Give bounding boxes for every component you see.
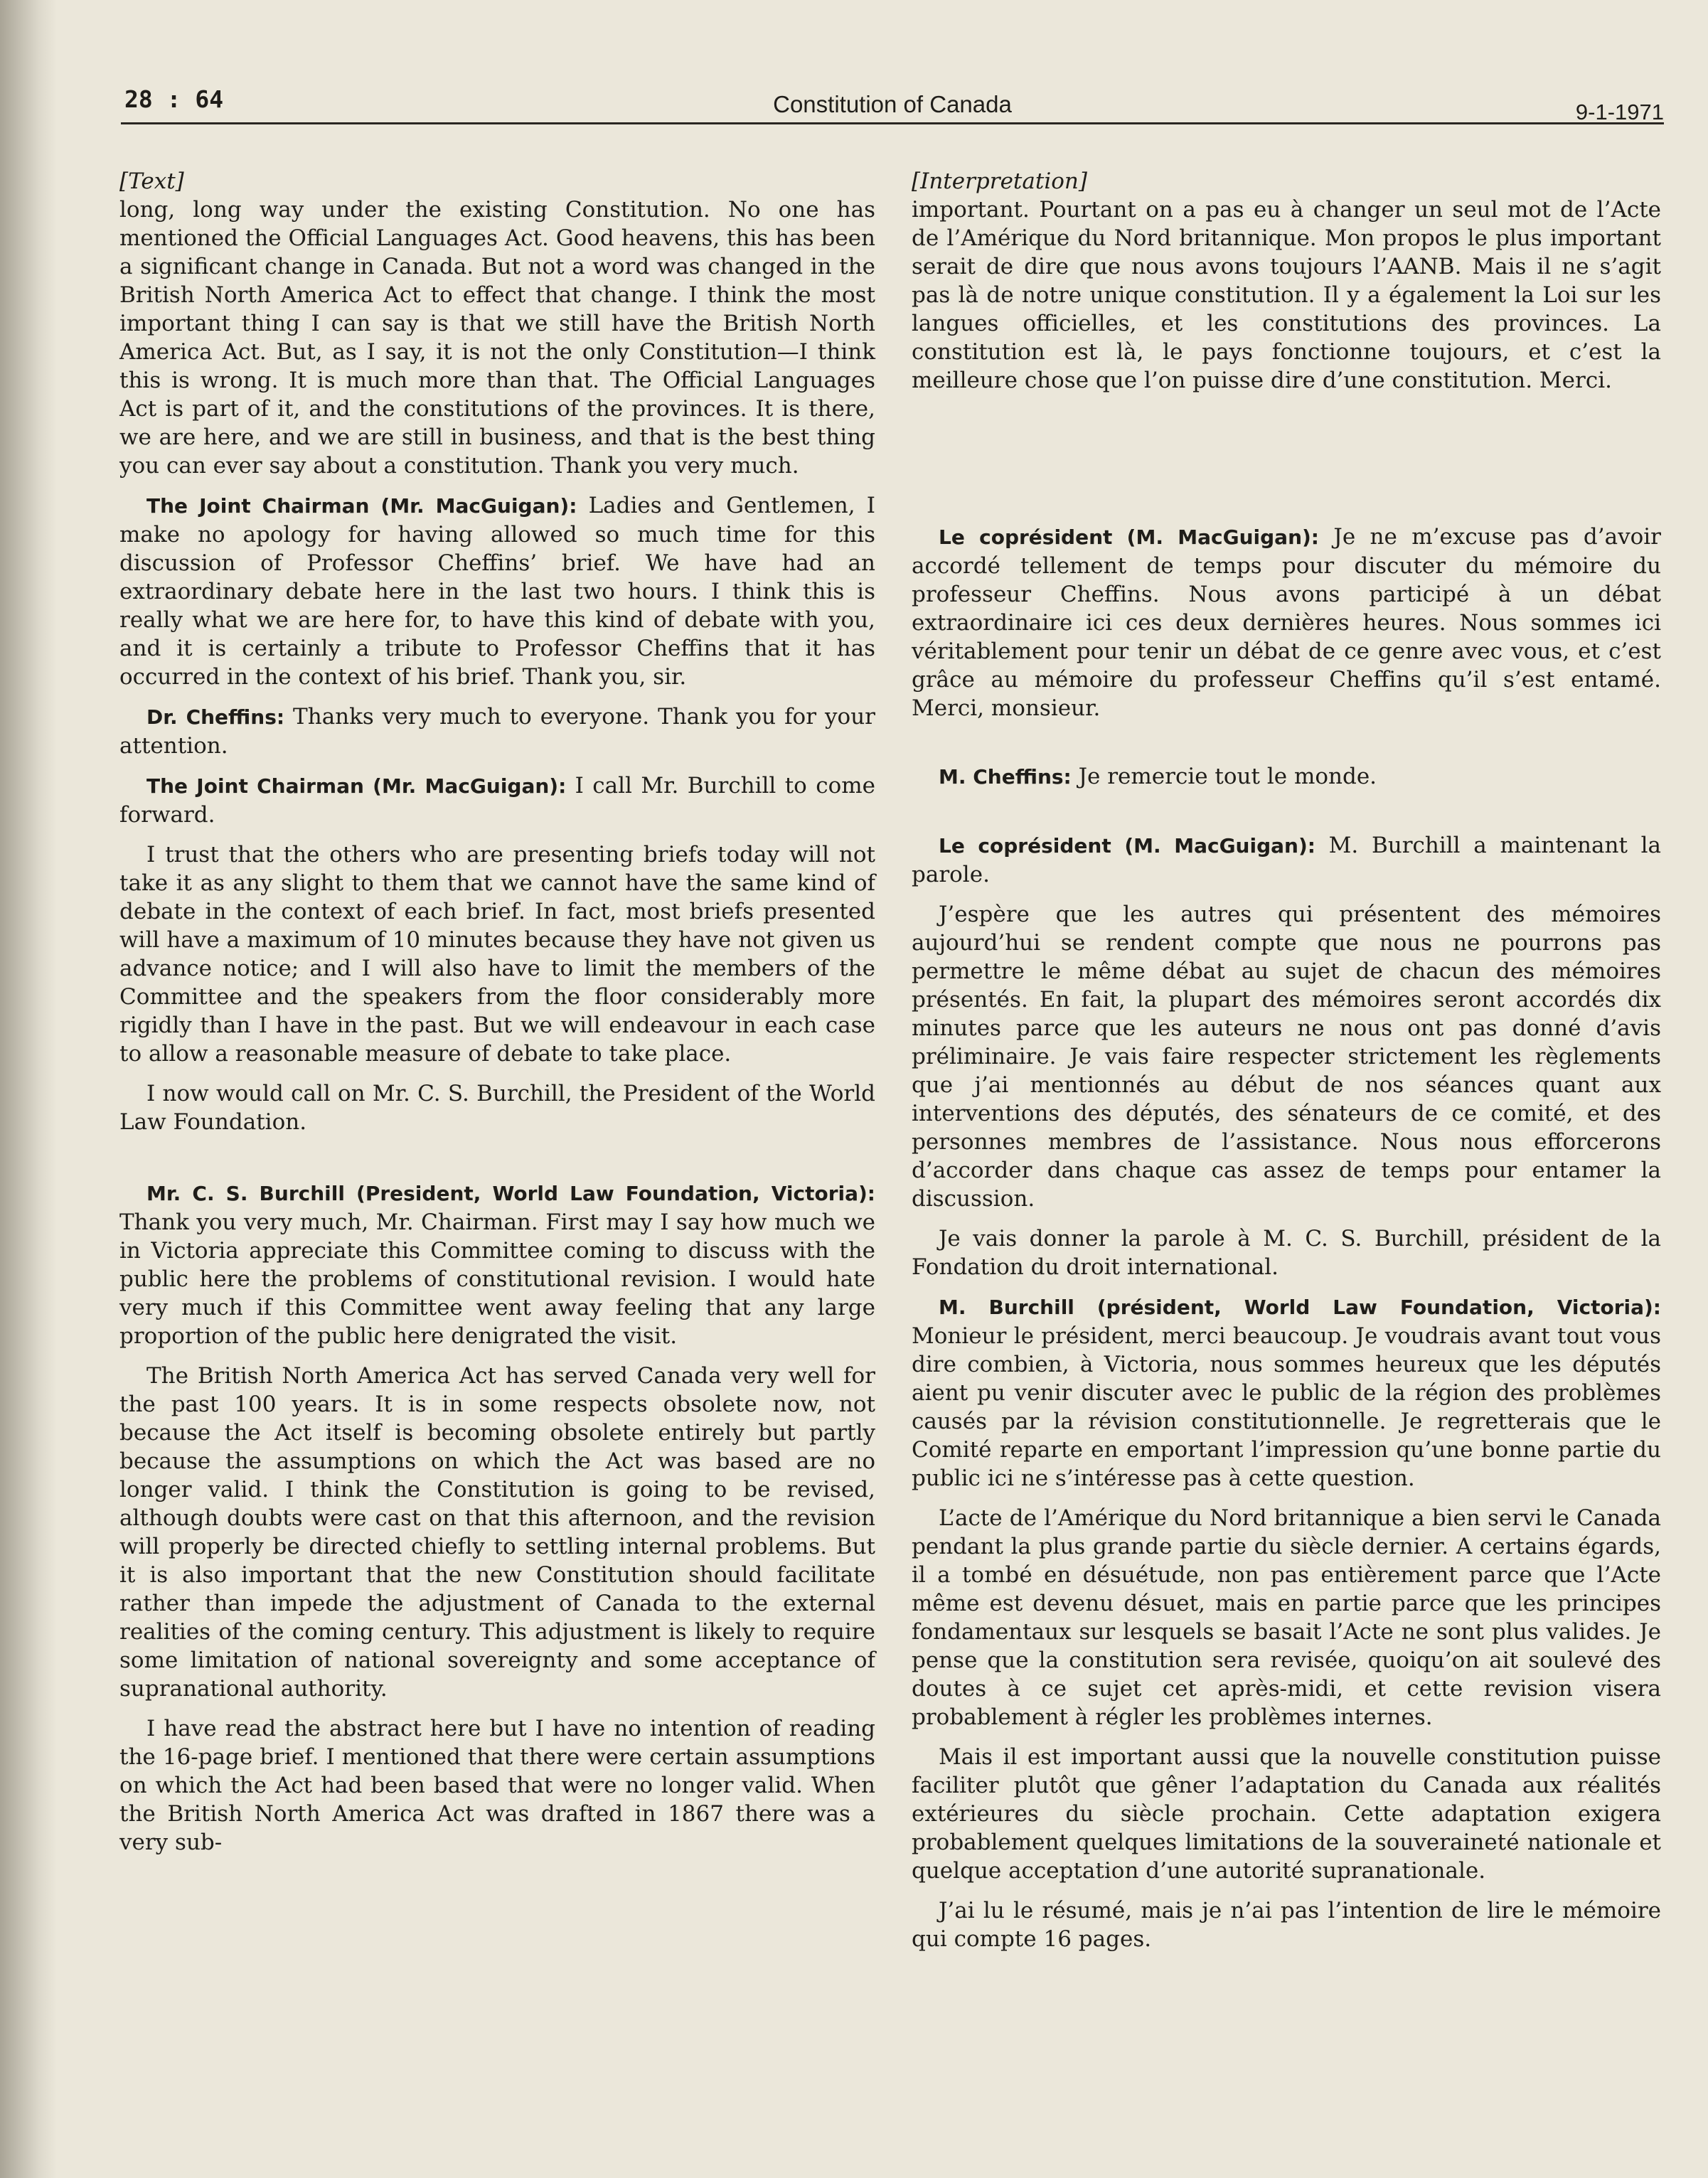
paragraph: L’acte de l’Amérique du Nord britannique a bien servi le Canada pendant la plus grande partie du siècle dernier. A certains égards, il a tombé en désuétude, non pas entièrement parce que l’Acte même est devenu désuet, mais en partie parce que les principes fondamentaux sur lesquels se basait l’Acte ne sont plus valides. Je pense que la constitution sera revisée, quoiqu’on ait soulevé des doutes à ce sujet cet après-midi, et cette revision visera probablement à régler les problèmes internes. (912, 1505, 1661, 1730)
paragraph: The British North America Act has served Canada very well for the past 100 years. It is in some respects obsolete now, not because the Act itself is becoming obsolete entirely but partly because the assumptions on which the Act was based are no longer valid. I think the Constitution is going to be revised, although doubts were cast on that this afternoon, and the revision will properly be directed chiefly to settling internal problems. But it is also important that the new Constitution should facilitate rather than impede the adjustment of Canada to the external realities of the coming century. This adjustment is likely to require some limitation of national sovereignty and some acceptance of supranational authority. (119, 1363, 875, 1702)
speech-text: Monieur le président, merci beaucoup. Je voudrais avant tout vous dire combien, à Victoria, nous sommes heureux que les députés aient pu venir discuter avec le public de la région des problèmes causés par la révision constitutionnelle. Je regretterais que le Comité reparte en emportant l’impression qu’une bonne partie du public ici ne s’intéresse pas à cette question. (912, 1323, 1661, 1491)
running-header (121, 80, 1664, 124)
binding-gutter (0, 0, 57, 2178)
speech-text: I call Mr. Burchill to come forward. (119, 773, 875, 828)
paragraph (912, 831, 1661, 889)
paragraph: I have read the abstract here but I have no intention of reading the 16-page brief. I mentioned that there were certain assumptions on which the Act had been based that were no longer valid. When the British North America Act was drafted in 1867 there was a very sub- (119, 1716, 875, 1855)
paragraph: Mais il est important aussi que la nouvelle constitution puisse faciliter plutôt que gêner l’adaptation du Canada aux réalités extérieures du siècle prochain. Cette adaptation exigera probablement quelques limitations de la souveraineté nationale et quelque acceptation d’une autorité supranationale. (912, 1744, 1661, 1884)
speaker-name: The Joint Chairman (Mr. MacGuigan): (146, 494, 577, 518)
paragraph (119, 1179, 875, 1350)
header-date: 9-1-1971 (1575, 100, 1664, 124)
page-number: 28 : 64 (124, 85, 224, 113)
column-label: [Interpretation] (912, 169, 1087, 194)
speech-text: Thanks very much to everyone. Thank you for your attention. (119, 704, 875, 759)
speaker-name: Mr. C. S. Burchill (President, World Law Foundation, Victoria): (146, 1182, 875, 1205)
paragraph (119, 703, 875, 760)
speaker-name: The Joint Chairman (Mr. MacGuigan): (146, 774, 567, 798)
paragraph: Je vais donner la parole à M. C. S. Burchill, président de la Fondation du droit international. (912, 1226, 1661, 1280)
paragraph: important. Pourtant on a pas eu à changer un seul mot de l’Acte de l’Amérique du Nord britannique. Mon propos le plus important serait de dire que nous avons toujours l’AANB. Mais il ne s’agit pas là de notre unique constitution. Il y a également la Loi sur les langues officielles, et les constitutions des provinces. La constitution est là, le pays fonctionne toujours, et c’est la meilleure chose que l’on puisse dire d’une constitution. Merci. (912, 197, 1661, 393)
paragraph (119, 772, 875, 829)
speaker-name: Dr. Cheffins: (146, 705, 285, 729)
paragraph: J’ai lu le résumé, mais je n’ai pas l’intention de lire le mémoire qui compte 16 pages. (912, 1898, 1661, 1952)
speaker-name: M. Cheffins: (939, 765, 1072, 789)
speaker-name: Le coprésident (M. MacGuigan): (939, 525, 1319, 549)
paragraph (912, 762, 1661, 791)
speech-text: Thank you very much, Mr. Chairman. First may I say how much we in Victoria appreciate this Committee coming to discuss with the public here the problems of constitutional revision. I would hate very much if this Committee went away feeling that any large proportion of the public here denigrated the visit. (119, 1210, 875, 1349)
speech-text: Je ne m’excuse pas d’avoir accordé tellement de temps pour discuter du mémoire du professeur Cheffins. Nous avons participé à un débat extraordinaire ici ces deux dernières heures. Nous sommes ici véritablement pour tenir un débat de ce genre avec vous, et c’est grâce au mémoire du professeur Cheffins qu’il s’est entamé. Merci, monsieur. (912, 524, 1661, 721)
running-title: Constitution of Canada (773, 91, 1012, 117)
paragraph: I now would call on Mr. C. S. Burchill, the President of the World Law Foundation. (119, 1081, 875, 1135)
speaker-name: Le coprésident (M. MacGuigan): (939, 834, 1315, 858)
english-column (119, 167, 875, 1857)
column-label: [Text] (119, 169, 184, 194)
speaker-name: M. Burchill (président, World Law Foundation, Victoria): (939, 1296, 1661, 1319)
paragraph (912, 523, 1661, 722)
paragraph: long, long way under the existing Constitution. No one has mentioned the Official Languages Act. Good heavens, this has been a significant change in Canada. But not a word was changed in the British North America Act to effect that change. I think the most important thing I can say is that we still have the British North America Act. But, as I say, it is not the only Constitution—I think this is wrong. It is much more than that. The Official Languages Act is part of it, and the constitutions of the provinces. It is there, we are here, and we are still in business, and that is the best thing you can ever say about a constitution. Thank you very much. (119, 197, 875, 479)
paragraph (912, 1293, 1661, 1493)
paragraph: I trust that the others who are presenting briefs today will not take it as any slight to them that we cannot have the same kind of debate in the context of each brief. In fact, most briefs presented will have a maximum of 10 minutes because they have not given us advance notice; and I will also have to limit the members of the Committee and the speakers from the floor considerably more rigidly than I have in the past. But we will endeavour in each case to allow a reasonable measure of debate to take place. (119, 842, 875, 1067)
speech-text: M. Burchill a maintenant la parole. (912, 833, 1662, 887)
speech-text: Je remercie tout le monde. (1071, 764, 1377, 789)
paragraph: J’espère que les autres qui présentent des mémoires aujourd’hui se rendent compte que nous ne pourrons pas permettre le même débat au sujet de chacun des mémoires présentés. En fait, la plupart des mémoires seront accordés dix minutes parce que les auteurs ne nous ont pas donné d’avis préliminaire. Je vais faire respecter strictement les règlements que j’ai mentionnés au début de nos séances quant aux interventions des députés, des sénateurs de ce comité, et des personnes membres de l’assistance. Nous nous efforcerons d’accorder dans chaque cas assez de temps pour entamer la discussion. (912, 902, 1661, 1212)
paragraph (119, 491, 875, 691)
speech-text: Ladies and Gentlemen, I make no apology for having allowed so much time for this discussion of Professor Cheffins’ brief. We have had an extraordinary debate here in the last two hours. I think this is really what we are here for, to have this kind of debate with you, and it is certainly a tribute to Professor Cheffins that it has occurred in the context of his brief. Thank you, sir. (119, 493, 875, 690)
french-column (912, 167, 1661, 1953)
